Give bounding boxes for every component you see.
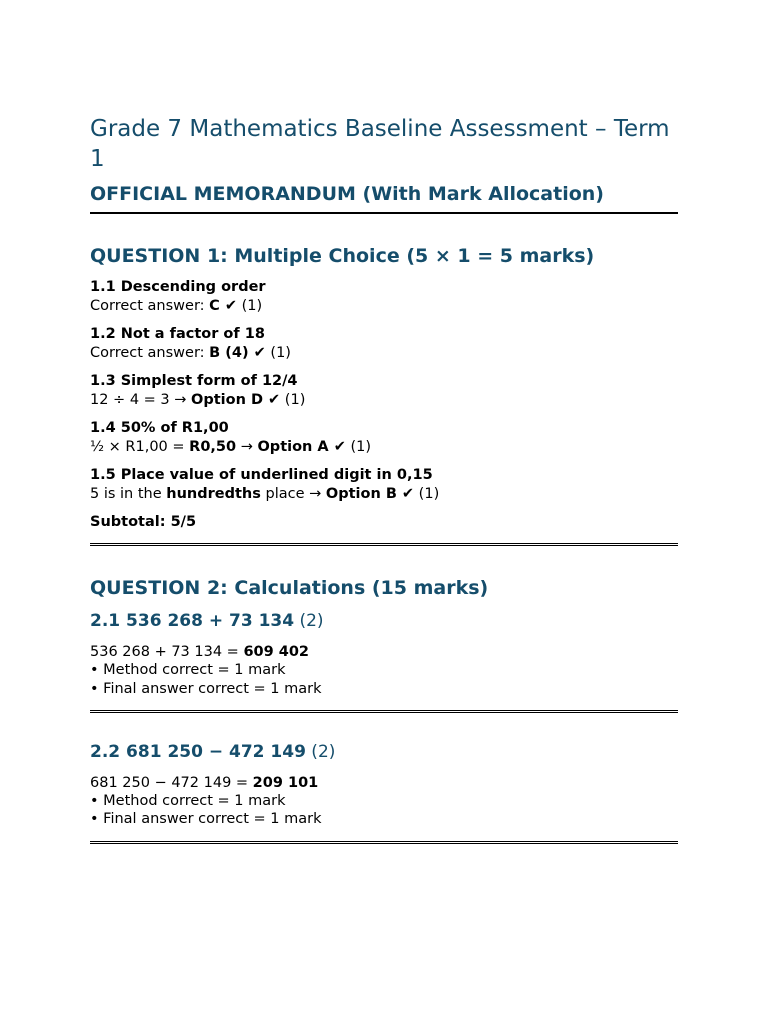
section-divider — [90, 710, 678, 713]
calculation-line — [90, 643, 678, 661]
answer-value: C ✔ — [209, 297, 237, 314]
calculation-result: 609 402 — [243, 644, 310, 660]
item-title: 1.1 Descending order — [90, 279, 266, 295]
answer-item-1-4 — [90, 419, 678, 456]
marking-note: • Final answer correct = 1 mark — [90, 680, 322, 697]
answer-mark: (1) — [414, 485, 440, 502]
document-page — [90, 114, 678, 844]
calculation-2-2 — [90, 741, 678, 844]
marking-note: • Final answer correct = 1 mark — [90, 811, 322, 828]
answer-value: Option B ✔ — [325, 485, 415, 502]
calculation-2-1 — [90, 610, 678, 713]
answer-prefix: ½ × R1,00 = — [90, 438, 190, 455]
answer-value: Option D ✔ — [191, 391, 281, 408]
document-title: Grade 7 Mathematics Baseline Assessment – Term 1 — [90, 116, 670, 172]
calculation-marks: (2) — [294, 611, 324, 631]
calculation-heading — [90, 610, 678, 632]
item-title: 1.5 Place value of underlined digit in 0,15 — [90, 467, 433, 483]
answer-value: B (4) ✔ — [209, 344, 266, 361]
question-1-subtotal: Subtotal: 5/5 — [90, 514, 197, 530]
question-1-heading: QUESTION 1: Multiple Choice (5 × 1 = 5 marks) — [90, 245, 595, 267]
item-title: 1.4 50% of R1,00 — [90, 420, 229, 436]
answer-item-1-5 — [90, 466, 678, 503]
answer-intermediate: hundredths — [166, 485, 261, 502]
question-2-heading: QUESTION 2: Calculations (15 marks) — [90, 577, 489, 599]
answer-prefix: Correct answer: — [90, 297, 210, 314]
question-2-section — [90, 576, 678, 844]
calculation-heading — [90, 741, 678, 763]
answer-mark: (1) — [280, 391, 306, 408]
answer-line — [90, 485, 678, 504]
answer-mark: (1) — [345, 438, 371, 455]
calculation-line — [90, 774, 678, 792]
marking-note: • Method correct = 1 mark — [90, 662, 286, 679]
answer-item-1-1 — [90, 278, 678, 315]
item-title: 1.3 Simplest form of 12/4 — [90, 373, 298, 389]
answer-arrow: → — [236, 438, 258, 455]
answer-value: Option A ✔ — [257, 438, 346, 455]
answer-mark: (1) — [265, 344, 291, 361]
title-divider — [90, 212, 678, 214]
answer-item-1-2 — [90, 325, 678, 362]
answer-line — [90, 297, 678, 316]
calculation-label: 2.2 681 250 − 472 149 — [90, 741, 306, 762]
calculation-body — [90, 774, 678, 829]
answer-intermediate: R0,50 — [189, 438, 237, 455]
calculation-expression: 681 250 − 472 149 = — [90, 774, 253, 791]
calculation-result: 209 101 — [252, 774, 319, 791]
item-title: 1.2 Not a factor of 18 — [90, 326, 265, 342]
answer-mark: (1) — [237, 297, 263, 314]
answer-prefix: 12 ÷ 4 = 3 → — [90, 391, 192, 408]
question-1-section — [90, 244, 678, 546]
section-divider — [90, 841, 678, 844]
document-subtitle: OFFICIAL MEMORANDUM (With Mark Allocation) — [90, 183, 604, 205]
calculation-body — [90, 643, 678, 698]
calculation-expression: 536 268 + 73 134 = — [90, 644, 244, 660]
section-divider — [90, 543, 678, 546]
calculation-label: 2.1 536 268 + 73 134 — [90, 611, 295, 631]
answer-line — [90, 391, 678, 410]
answer-prefix: 5 is in the — [90, 485, 167, 502]
answer-item-1-3 — [90, 372, 678, 409]
answer-line — [90, 344, 678, 363]
answer-arrow: place → — [260, 485, 326, 502]
answer-line — [90, 438, 678, 457]
marking-note: • Method correct = 1 mark — [90, 793, 286, 810]
calculation-marks: (2) — [305, 741, 336, 762]
answer-prefix: Correct answer: — [90, 344, 210, 361]
